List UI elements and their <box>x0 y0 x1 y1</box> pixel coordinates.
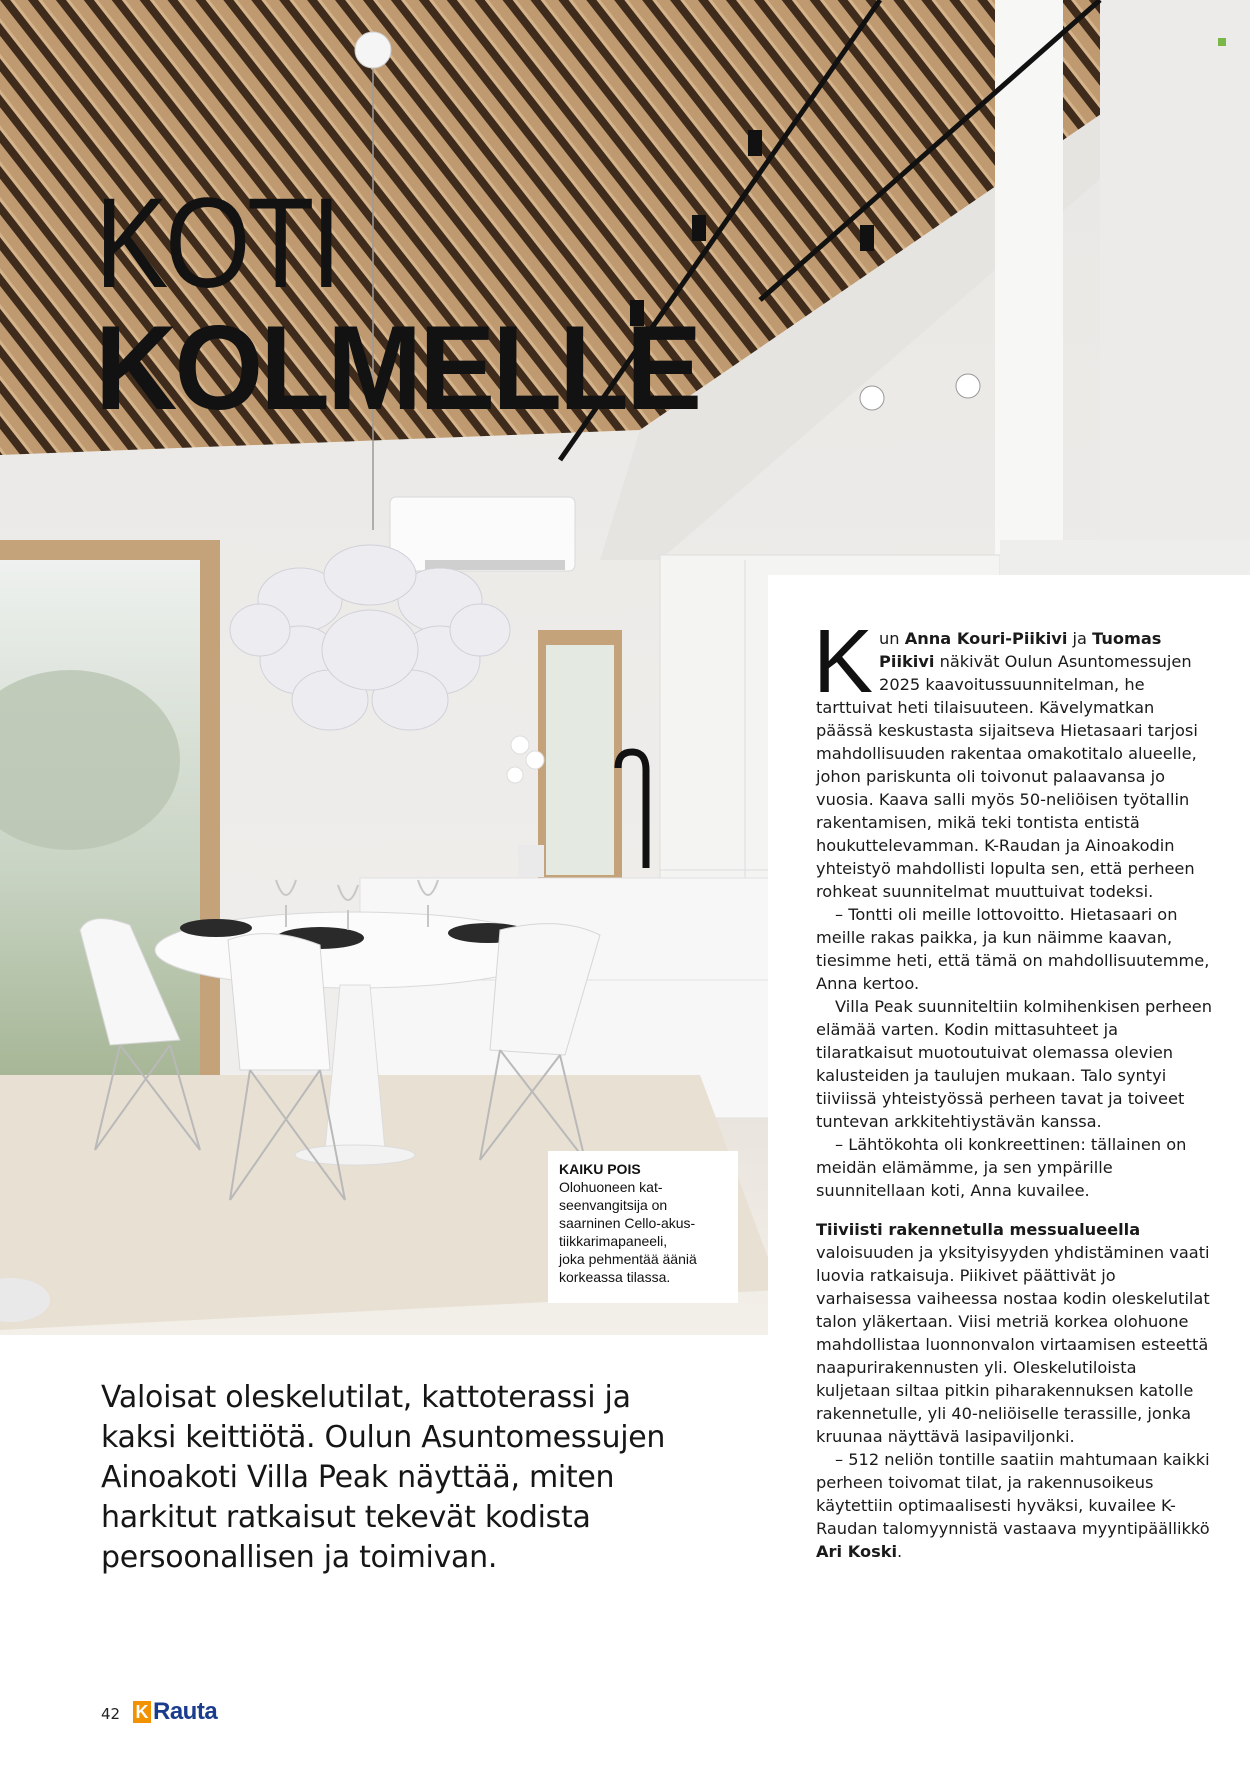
lead-paragraph: Valoisat oleskelutilat, kattoterassi ja kaksi keittiötä. Oulun Asuntomessujen Ainoakoti Villa Peak näyttää, miten harkitut ratkaisut tekevät kodista persoonallisen ja toimivan. <box>101 1380 666 1575</box>
person-name: Ari Koski <box>816 1542 898 1561</box>
logo-wordmark: Rauta <box>153 1698 218 1725</box>
person-name: Anna Kouri-Piikivi <box>904 629 1068 648</box>
text-run: näkivät Oulun Asuntomessujen 2025 kaavoitussuunnitelman, he tarttuivat heti tilaisuuteen. Kävelymatkan päässä keskustasta sijaitseva Hietasaari tarjosi mahdollisuuden rakentaa omakotitalo alueelle, johon pariskunta oli toivonut palaavansa jo vuosia. Kaava salli myös 50-neliöisen työtallin rakentamisen, mikä teki tontista entistä houkuttelevamman. K-Raudan ja Ainoakodin yhteistyö mahdollisti lopulta sen, että perheen rohkeat suunnitelmat muuttuivat todeksi. <box>816 652 1198 901</box>
text-run: ja <box>1067 629 1093 648</box>
caption-line: tiikkarimapaneeli, <box>559 1233 668 1249</box>
paragraph-1 <box>813 612 1216 903</box>
paragraph-6 <box>816 1448 1216 1563</box>
caption-line: joka pehmentää ääniä <box>559 1251 697 1267</box>
headline-line-2: KOLMELLE <box>95 301 700 435</box>
paragraph-5: valoisuuden ja yksityisyyden yhdistäminen vaati luovia ratkaisuja. Piikivet päättivät jo varhaisessa vaiheessa nostaa kodin oleskelutilat talon yläkertaan. Viisi metriä korkea olohuone mahdollistaa luonnonvalon virtaamisen esteettä naapurirakennusten yli. Oleskelutiloista kuljetaan siltaa pitkin piharakennuksen katolle rakennetulle, yli 40-neliöiselle terassille, jonka kruunaa näyttävä lasipaviljonki. <box>816 1243 1210 1446</box>
k-rauta-logo <box>133 1698 217 1726</box>
white-post <box>995 0 1063 580</box>
paragraph-3: Villa Peak suunniteltiin kolmihenkisen perheen elämää varten. Kodin mittasuhteet ja tilaratkaisut muotoutuivat olemassa olevien kalusteiden ja taulujen mukaan. Talo syntyi tiiviissä yhteistyössä perheen tavat ja toiveet tuntevan arkkitehtiystävän kanssa. <box>816 997 1213 1131</box>
photo-caption <box>548 1151 738 1303</box>
caption-line: saarninen Cello-akus- <box>559 1215 696 1231</box>
article-body <box>813 612 1216 1563</box>
dropcap: K <box>813 612 874 712</box>
caption-line: Olohuoneen kat- <box>559 1179 663 1195</box>
text-run: . <box>897 1542 903 1561</box>
headline <box>95 172 731 435</box>
page-number: 42 <box>101 1705 121 1723</box>
text-run: – 512 neliön tontille saatiin mahtumaan kaikki perheen toivomat tilat, ja rakennusoikeus käytettiin optimaalisesti hyväksi, kuvailee K-Raudan talomyynnistä vastaava myyntipäällikkö <box>816 1450 1210 1538</box>
paragraph-4: – Lähtökohta oli konkreettinen: tällainen on meidän elämämme, ja sen ympärille suunnitellaan koti, Anna kuvailee. <box>816 1135 1187 1200</box>
caption-line: korkeassa tilassa. <box>559 1269 671 1285</box>
caption-title: KAIKU POIS <box>559 1161 641 1177</box>
ceiling-rose <box>355 32 391 68</box>
headline-line-1: KOTI <box>95 172 339 315</box>
caption-line: seenvangitsija on <box>559 1197 668 1213</box>
logo-k-mark: K <box>133 1701 151 1723</box>
subheading: Tiiviisti rakennetulla messualueella <box>816 1220 1141 1239</box>
text-run: un <box>879 629 905 648</box>
article-column <box>768 575 1250 1768</box>
paragraph-2: – Tontti oli meille lottovoitto. Hietasaari on meille rakas paikka, ja kun näimme kaavan, tiesimme heti, että tämä on mahdollisuutemme, Anna kertoo. <box>816 905 1210 993</box>
person-name: Tuomas Piikivi <box>879 629 1162 671</box>
